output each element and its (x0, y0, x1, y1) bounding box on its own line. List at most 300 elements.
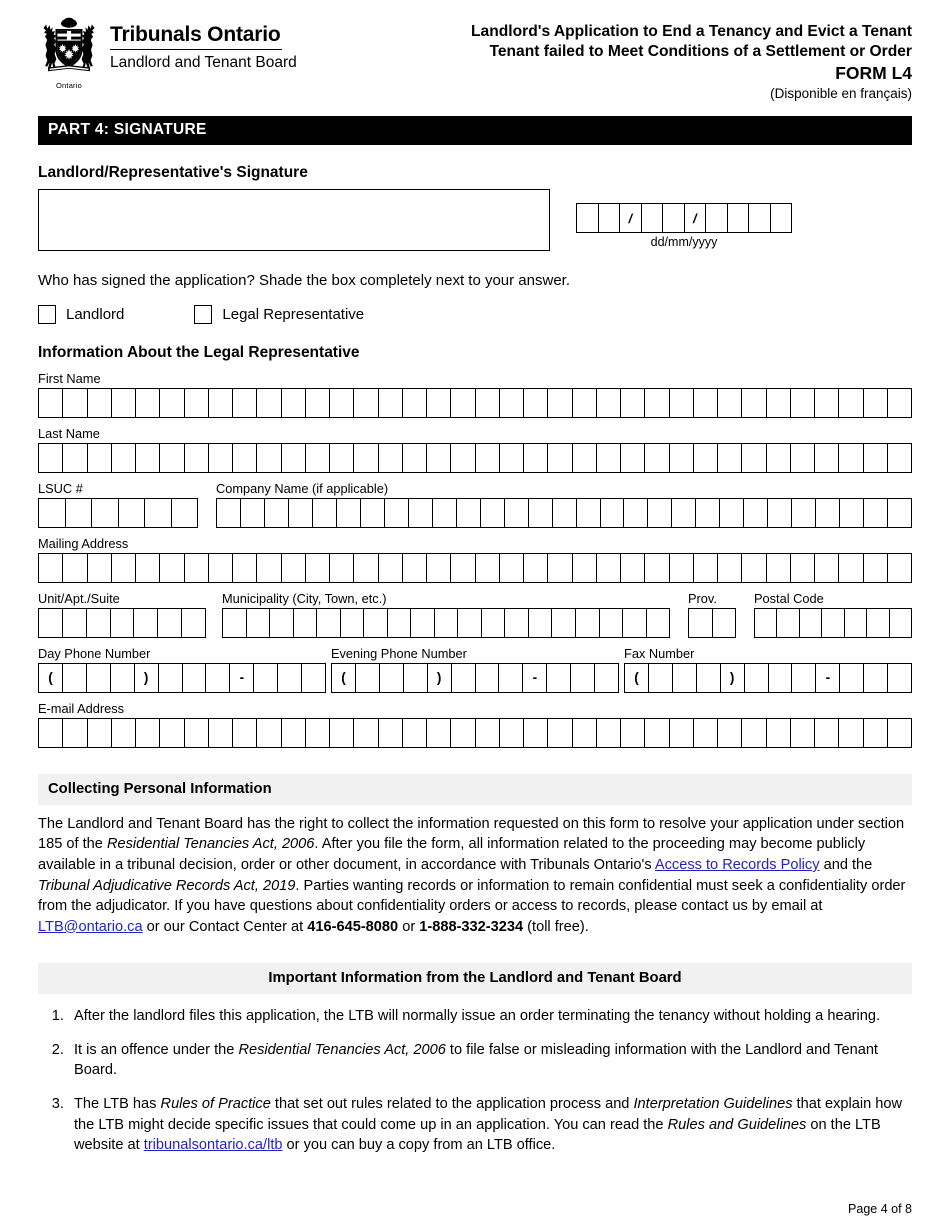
char-cell[interactable] (576, 609, 600, 637)
char-cell[interactable] (451, 554, 475, 582)
char-cell[interactable] (233, 719, 257, 747)
char-cell[interactable] (451, 444, 475, 472)
char-cell[interactable] (839, 554, 863, 582)
char-cell[interactable] (136, 389, 160, 417)
char-cell[interactable] (767, 389, 791, 417)
char-cell[interactable] (185, 719, 209, 747)
date-cell-8[interactable] (749, 204, 771, 232)
input-municipality[interactable] (222, 608, 670, 638)
char-cell[interactable] (645, 389, 669, 417)
char-cell[interactable] (257, 389, 281, 417)
char-cell[interactable] (63, 554, 87, 582)
phone-char-cell[interactable] (278, 664, 302, 692)
char-cell[interactable] (112, 444, 136, 472)
char-cell[interactable] (136, 719, 160, 747)
char-cell[interactable] (777, 609, 799, 637)
phone-char-cell[interactable] (254, 664, 278, 692)
char-cell[interactable] (524, 389, 548, 417)
important-item-1 (68, 1006, 912, 1027)
char-cell[interactable] (645, 719, 669, 747)
date-cell-0[interactable] (577, 204, 599, 232)
char-cell[interactable] (573, 719, 597, 747)
char-cell[interactable] (403, 444, 427, 472)
char-cell[interactable] (458, 609, 482, 637)
char-cell[interactable] (500, 719, 524, 747)
char-cell[interactable] (379, 444, 403, 472)
char-cell[interactable] (182, 609, 205, 637)
signature-row (38, 189, 912, 251)
char-cell[interactable] (718, 554, 742, 582)
char-cell[interactable] (160, 444, 184, 472)
char-cell[interactable] (713, 609, 736, 637)
char-cell[interactable] (600, 609, 624, 637)
char-cell[interactable] (577, 499, 601, 527)
char-cell[interactable] (306, 389, 330, 417)
char-cell[interactable] (500, 554, 524, 582)
char-cell[interactable] (529, 609, 553, 637)
char-cell[interactable] (670, 719, 694, 747)
char-cell[interactable] (88, 554, 112, 582)
field-last-name (38, 426, 912, 473)
char-cell[interactable] (597, 444, 621, 472)
char-cell[interactable] (282, 554, 306, 582)
phone-char-cell[interactable] (159, 664, 183, 692)
char-cell[interactable] (306, 719, 330, 747)
char-cell[interactable] (524, 554, 548, 582)
char-cell[interactable] (403, 719, 427, 747)
phone-char-cell[interactable] (769, 664, 793, 692)
char-cell[interactable] (209, 554, 233, 582)
char-cell[interactable] (233, 444, 257, 472)
char-cell[interactable] (601, 499, 625, 527)
char-cell[interactable] (500, 389, 524, 417)
char-cell[interactable] (888, 389, 911, 417)
char-cell[interactable] (160, 389, 184, 417)
label-day-phone: Day Phone Number (38, 645, 151, 661)
char-cell[interactable] (364, 609, 388, 637)
char-cell[interactable] (476, 554, 500, 582)
brand-block (38, 16, 297, 90)
char-cell[interactable] (573, 444, 597, 472)
char-cell[interactable] (888, 554, 911, 582)
char-cell[interactable] (119, 499, 146, 527)
phone-char-cell[interactable] (183, 664, 207, 692)
phone-char-cell[interactable] (499, 664, 523, 692)
signature-date-input[interactable] (576, 203, 792, 233)
char-cell[interactable] (648, 499, 672, 527)
char-cell[interactable] (158, 609, 182, 637)
char-cell[interactable] (63, 444, 87, 472)
char-cell[interactable] (379, 719, 403, 747)
char-cell[interactable] (112, 554, 136, 582)
char-cell[interactable] (815, 444, 839, 472)
choice-landlord-label: Landlord (66, 306, 125, 323)
char-cell[interactable] (864, 719, 888, 747)
char-cell[interactable] (742, 554, 766, 582)
char-cell[interactable] (88, 389, 112, 417)
input-email[interactable] (38, 718, 912, 748)
phone-char-cell[interactable] (888, 664, 911, 692)
input-mailing-address[interactable] (38, 553, 912, 583)
char-cell[interactable] (718, 444, 742, 472)
char-cell[interactable] (767, 554, 791, 582)
char-cell[interactable] (839, 444, 863, 472)
char-cell[interactable] (172, 499, 198, 527)
char-cell[interactable] (822, 609, 844, 637)
char-cell[interactable] (816, 499, 840, 527)
phone-char-cell[interactable] (63, 664, 87, 692)
signature-input[interactable] (38, 189, 550, 251)
char-cell[interactable] (185, 554, 209, 582)
char-cell[interactable] (145, 499, 172, 527)
link-ltb-email[interactable]: LTB@ontario.ca (38, 918, 143, 935)
char-cell[interactable] (361, 499, 385, 527)
char-cell[interactable] (864, 499, 888, 527)
char-cell[interactable] (294, 609, 318, 637)
char-cell[interactable] (39, 609, 63, 637)
char-cell[interactable] (670, 389, 694, 417)
char-cell[interactable] (718, 719, 742, 747)
phone-char-cell[interactable] (864, 664, 888, 692)
field-fax (624, 646, 912, 693)
char-cell[interactable] (839, 389, 863, 417)
char-cell[interactable] (111, 609, 135, 637)
char-cell[interactable] (573, 554, 597, 582)
phone-separator-cell: ( (625, 664, 649, 692)
char-cell[interactable] (476, 719, 500, 747)
link-tribunalsontario-ltb[interactable]: tribunalsontario.ca/ltb (143, 1137, 283, 1154)
phone-char-cell[interactable] (697, 664, 721, 692)
char-cell[interactable] (217, 499, 241, 527)
char-cell[interactable] (718, 389, 742, 417)
collecting-heading: Collecting Personal Information (38, 774, 912, 805)
char-cell[interactable] (185, 389, 209, 417)
char-cell[interactable] (63, 389, 87, 417)
char-cell[interactable] (341, 609, 365, 637)
form-french-note: (Disponible en français) (770, 85, 912, 101)
char-cell[interactable] (306, 554, 330, 582)
char-cell[interactable] (354, 719, 378, 747)
char-cell[interactable] (505, 609, 529, 637)
input-evening-phone[interactable] (331, 663, 619, 693)
char-cell[interactable] (233, 389, 257, 417)
date-cell-7[interactable] (728, 204, 750, 232)
char-cell[interactable] (337, 499, 361, 527)
char-cell[interactable] (672, 499, 696, 527)
char-cell[interactable] (791, 389, 815, 417)
phone-toll-free: 1-888-332-3234 (419, 918, 524, 935)
char-cell[interactable] (385, 499, 409, 527)
input-company-name[interactable] (216, 498, 912, 528)
signer-choices (38, 305, 912, 324)
phone-char-cell[interactable] (745, 664, 769, 692)
char-cell[interactable] (209, 389, 233, 417)
char-cell[interactable] (791, 444, 815, 472)
important-item-3-rules: Rules of Practice (160, 1095, 271, 1112)
input-unit[interactable] (38, 608, 206, 638)
input-postal-code[interactable] (754, 608, 912, 638)
char-cell[interactable] (87, 609, 111, 637)
collecting-text-5: or our Contact Center at (142, 918, 308, 935)
char-cell[interactable] (265, 499, 289, 527)
char-cell[interactable] (888, 719, 911, 747)
important-item-3-guidelines: Interpretation Guidelines (633, 1095, 793, 1112)
char-cell[interactable] (815, 389, 839, 417)
char-cell[interactable] (864, 554, 888, 582)
char-cell[interactable] (670, 444, 694, 472)
important-item-2-text-a: It is an offence under the (74, 1041, 239, 1058)
char-cell[interactable] (670, 554, 694, 582)
important-item-3-text-b: that set out rules related to the application process and (270, 1095, 634, 1112)
choice-landlord[interactable] (38, 305, 124, 324)
checkbox-landlord[interactable] (38, 305, 56, 324)
form-title-block (471, 16, 912, 102)
char-cell[interactable] (209, 444, 233, 472)
phone-char-cell[interactable] (206, 664, 230, 692)
char-cell[interactable] (529, 499, 553, 527)
char-cell[interactable] (457, 499, 481, 527)
phone-char-cell[interactable] (87, 664, 111, 692)
char-cell[interactable] (330, 389, 354, 417)
char-cell[interactable] (791, 554, 815, 582)
char-cell[interactable] (411, 609, 435, 637)
important-item-2-text-b: to file false or misleading information with the Landlord and Tenant Board. (74, 1041, 878, 1079)
char-cell[interactable] (223, 609, 247, 637)
char-cell[interactable] (282, 444, 306, 472)
char-cell[interactable] (476, 389, 500, 417)
char-cell[interactable] (890, 609, 911, 637)
char-cell[interactable] (257, 719, 281, 747)
field-company-name (216, 481, 912, 528)
phone-char-cell[interactable] (380, 664, 404, 692)
label-company-name: Company Name (if applicable) (216, 480, 389, 496)
char-cell[interactable] (185, 444, 209, 472)
char-cell[interactable] (270, 609, 294, 637)
char-cell[interactable] (257, 444, 281, 472)
link-access-to-records-policy[interactable]: Access to Records Policy (654, 857, 820, 874)
char-cell[interactable] (481, 499, 505, 527)
char-cell[interactable] (548, 444, 572, 472)
char-cell[interactable] (435, 609, 459, 637)
char-cell[interactable] (548, 554, 572, 582)
char-cell[interactable] (433, 499, 457, 527)
char-cell[interactable] (840, 499, 864, 527)
char-cell[interactable] (136, 554, 160, 582)
char-cell[interactable] (742, 389, 766, 417)
char-cell[interactable] (317, 609, 341, 637)
date-cell-1[interactable] (599, 204, 621, 232)
char-cell[interactable] (623, 609, 647, 637)
phone-char-cell[interactable] (571, 664, 595, 692)
phone-separator-cell: - (230, 664, 254, 692)
collecting-text-1: The Landlord and Tenant Board has the right to collect the information requested on this form to resolve your application under section 185 of the (38, 815, 905, 853)
char-cell[interactable] (552, 609, 576, 637)
char-cell[interactable] (330, 444, 354, 472)
char-cell[interactable] (621, 554, 645, 582)
phone-char-cell[interactable] (840, 664, 864, 692)
char-cell[interactable] (694, 389, 718, 417)
char-cell[interactable] (689, 609, 713, 637)
char-cell[interactable] (548, 719, 572, 747)
char-cell[interactable] (621, 389, 645, 417)
phone-char-cell[interactable] (356, 664, 380, 692)
char-cell[interactable] (247, 609, 271, 637)
char-cell[interactable] (767, 444, 791, 472)
char-cell[interactable] (524, 444, 548, 472)
char-cell[interactable] (427, 719, 451, 747)
char-cell[interactable] (744, 499, 768, 527)
char-cell[interactable] (597, 554, 621, 582)
char-cell[interactable] (524, 719, 548, 747)
phone-char-cell[interactable] (404, 664, 428, 692)
char-cell[interactable] (282, 719, 306, 747)
phone-char-cell[interactable] (547, 664, 571, 692)
char-cell[interactable] (482, 609, 506, 637)
char-cell[interactable] (768, 499, 792, 527)
phone-char-cell[interactable] (302, 664, 325, 692)
char-cell[interactable] (645, 554, 669, 582)
input-first-name[interactable] (38, 388, 912, 418)
char-cell[interactable] (330, 554, 354, 582)
char-cell[interactable] (39, 444, 63, 472)
input-prov[interactable] (688, 608, 736, 638)
char-cell[interactable] (63, 719, 87, 747)
brand-text (110, 16, 297, 71)
char-cell[interactable] (864, 444, 888, 472)
char-cell[interactable] (696, 499, 720, 527)
char-cell[interactable] (427, 554, 451, 582)
phone-char-cell[interactable] (476, 664, 500, 692)
char-cell[interactable] (500, 444, 524, 472)
collecting-text-3: and the (819, 857, 873, 874)
char-cell[interactable] (451, 719, 475, 747)
input-lsuc[interactable] (38, 498, 198, 528)
char-cell[interactable] (88, 719, 112, 747)
char-cell[interactable] (354, 444, 378, 472)
crest-caption: Ontario (56, 81, 82, 90)
char-cell[interactable] (330, 719, 354, 747)
char-cell[interactable] (645, 444, 669, 472)
char-cell[interactable] (767, 719, 791, 747)
phone-char-cell[interactable] (111, 664, 135, 692)
char-cell[interactable] (403, 554, 427, 582)
date-cell-9[interactable] (771, 204, 792, 232)
date-cell-3[interactable] (642, 204, 664, 232)
char-cell[interactable] (791, 719, 815, 747)
char-cell[interactable] (864, 389, 888, 417)
char-cell[interactable] (800, 609, 822, 637)
char-cell[interactable] (39, 389, 63, 417)
char-cell[interactable] (241, 499, 265, 527)
char-cell[interactable] (39, 499, 66, 527)
char-cell[interactable] (354, 554, 378, 582)
input-fax[interactable] (624, 663, 912, 693)
char-cell[interactable] (257, 554, 281, 582)
char-cell[interactable] (39, 719, 63, 747)
phone-char-cell[interactable] (595, 664, 618, 692)
char-cell[interactable] (306, 444, 330, 472)
choice-legal-representative[interactable] (194, 305, 364, 324)
char-cell[interactable] (694, 444, 718, 472)
char-cell[interactable] (597, 389, 621, 417)
char-cell[interactable] (553, 499, 577, 527)
char-cell[interactable] (621, 719, 645, 747)
char-cell[interactable] (112, 389, 136, 417)
char-cell[interactable] (888, 499, 911, 527)
char-cell[interactable] (136, 444, 160, 472)
char-cell[interactable] (427, 444, 451, 472)
char-cell[interactable] (379, 389, 403, 417)
char-cell[interactable] (476, 444, 500, 472)
char-cell[interactable] (792, 499, 816, 527)
char-cell[interactable] (88, 444, 112, 472)
char-cell[interactable] (888, 444, 911, 472)
char-cell[interactable] (720, 499, 744, 527)
char-cell[interactable] (379, 554, 403, 582)
char-cell[interactable] (548, 389, 572, 417)
char-cell[interactable] (839, 719, 863, 747)
char-cell[interactable] (694, 719, 718, 747)
char-cell[interactable] (427, 389, 451, 417)
char-cell[interactable] (694, 554, 718, 582)
char-cell[interactable] (742, 719, 766, 747)
char-cell[interactable] (409, 499, 433, 527)
char-cell[interactable] (313, 499, 337, 527)
date-cell-6[interactable] (706, 204, 728, 232)
phone-char-cell[interactable] (673, 664, 697, 692)
char-cell[interactable] (209, 719, 233, 747)
char-cell[interactable] (92, 499, 119, 527)
char-cell[interactable] (134, 609, 158, 637)
char-cell[interactable] (621, 444, 645, 472)
char-cell[interactable] (354, 389, 378, 417)
char-cell[interactable] (573, 389, 597, 417)
char-cell[interactable] (63, 609, 87, 637)
phone-char-cell[interactable] (792, 664, 816, 692)
char-cell[interactable] (39, 554, 63, 582)
input-last-name[interactable] (38, 443, 912, 473)
checkbox-legal-representative[interactable] (194, 305, 212, 324)
char-cell[interactable] (160, 719, 184, 747)
phone-char-cell[interactable] (649, 664, 673, 692)
char-cell[interactable] (112, 719, 136, 747)
char-cell[interactable] (647, 609, 670, 637)
char-cell[interactable] (845, 609, 867, 637)
char-cell[interactable] (66, 499, 93, 527)
collecting-text-4: . Parties wanting records or information to remain confidential must seek a confidentiality order from the adjudicator. If you have questions about confidentiality orders or access to records, please contact us by email at (38, 877, 906, 915)
char-cell[interactable] (867, 609, 889, 637)
char-cell[interactable] (233, 554, 257, 582)
char-cell[interactable] (815, 554, 839, 582)
char-cell[interactable] (624, 499, 648, 527)
phone-char-cell[interactable] (452, 664, 476, 692)
char-cell[interactable] (755, 609, 777, 637)
input-day-phone[interactable] (38, 663, 326, 693)
char-cell[interactable] (388, 609, 412, 637)
date-cell-4[interactable] (663, 204, 685, 232)
char-cell[interactable] (597, 719, 621, 747)
char-cell[interactable] (403, 389, 427, 417)
char-cell[interactable] (742, 444, 766, 472)
important-info-list (38, 1006, 912, 1155)
char-cell[interactable] (451, 389, 475, 417)
char-cell[interactable] (815, 719, 839, 747)
char-cell[interactable] (505, 499, 529, 527)
char-cell[interactable] (289, 499, 313, 527)
char-cell[interactable] (282, 389, 306, 417)
char-cell[interactable] (160, 554, 184, 582)
label-unit: Unit/Apt./Suite (38, 590, 120, 606)
